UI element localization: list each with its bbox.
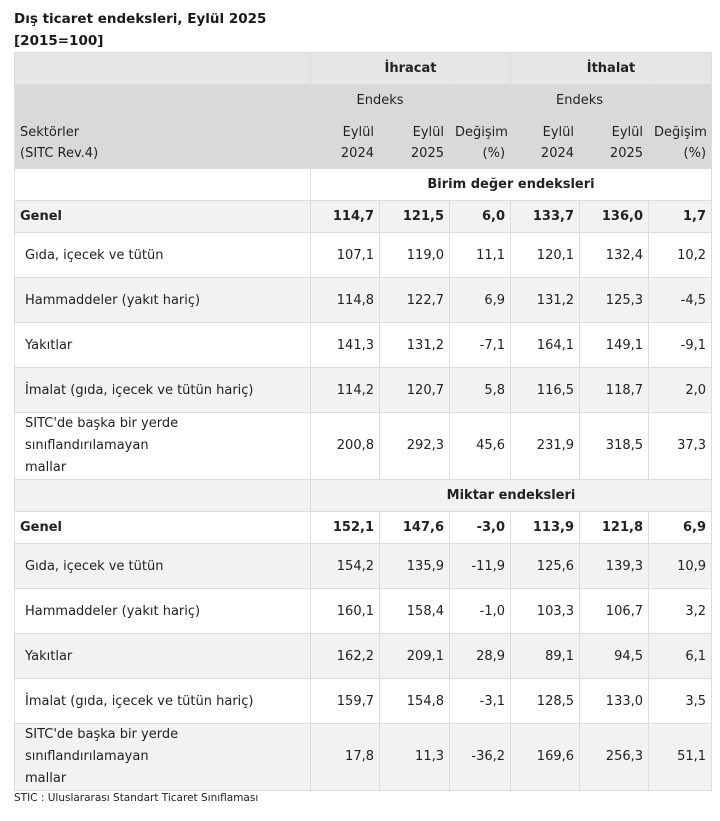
cell-value: 122,7: [380, 278, 450, 323]
cell-value: 6,0: [450, 201, 511, 233]
section-empty-cell: [15, 169, 311, 201]
cell-value: 160,1: [311, 589, 380, 634]
row-label: Hammaddeler (yakıt hariç): [15, 278, 311, 323]
cell-value: 135,9: [380, 544, 450, 589]
cell-value: 133,7: [511, 201, 580, 233]
table-row-total: [15, 201, 712, 233]
cell-value: 51,1: [649, 724, 712, 791]
header-line2: (%): [683, 145, 707, 161]
section-title: Miktar endeksleri: [311, 480, 712, 512]
header-line1: Değişim: [455, 124, 508, 140]
cell-value: -4,5: [649, 278, 712, 323]
row-label: Yakıtlar: [15, 634, 311, 679]
header-line2: (%): [482, 145, 506, 161]
header-row-columns: [15, 117, 712, 169]
row-label: Gıda, içecek ve tütün: [15, 233, 311, 278]
cell-value: 10,9: [649, 544, 712, 589]
cell-value: 318,5: [580, 413, 649, 480]
cell-value: 154,2: [311, 544, 380, 589]
row-label: Yakıtlar: [15, 323, 311, 368]
header-import-sep2024: [511, 117, 580, 169]
cell-value: 231,9: [511, 413, 580, 480]
header-export-sep2024: [311, 117, 380, 169]
cell-value: 119,0: [380, 233, 450, 278]
table-row: [15, 589, 712, 634]
header-sectors-line1: Sektörler: [20, 124, 80, 140]
section-empty-cell: [15, 480, 311, 512]
table-row-total: [15, 512, 712, 544]
cell-value: -3,0: [450, 512, 511, 544]
row-label: [15, 724, 311, 791]
cell-value: 107,1: [311, 233, 380, 278]
cell-value: 147,6: [380, 512, 450, 544]
section-title: Birim değer endeksleri: [311, 169, 712, 201]
cell-value: 6,9: [649, 512, 712, 544]
cell-value: 103,3: [511, 589, 580, 634]
cell-value: 149,1: [580, 323, 649, 368]
cell-value: 6,1: [649, 634, 712, 679]
header-line1: Eylül: [412, 124, 444, 140]
cell-value: 118,7: [580, 368, 649, 413]
header-line1: Eylül: [542, 124, 575, 140]
header-import-sep2025: [580, 117, 649, 169]
cell-value: 136,0: [580, 201, 649, 233]
trade-index-table: [14, 52, 712, 791]
cell-value: 6,9: [450, 278, 511, 323]
row-label: İmalat (gıda, içecek ve tütün hariç): [15, 679, 311, 724]
row-label-line2: mallar: [25, 460, 67, 475]
table-row: [15, 634, 712, 679]
header-line1: Eylül: [611, 124, 644, 140]
header-export-endeks: Endeks: [311, 85, 450, 117]
cell-value: 139,3: [580, 544, 649, 589]
table-row: [15, 323, 712, 368]
row-label: İmalat (gıda, içecek ve tütün hariç): [15, 368, 311, 413]
cell-value: 114,2: [311, 368, 380, 413]
cell-value: 256,3: [580, 724, 649, 791]
cell-value: 133,0: [580, 679, 649, 724]
cell-value: 121,8: [580, 512, 649, 544]
cell-value: 125,6: [511, 544, 580, 589]
cell-value: 292,3: [380, 413, 450, 480]
header-line2: 2024: [340, 145, 374, 161]
header-line2: 2025: [609, 145, 644, 161]
header-empty-cell: [15, 85, 311, 117]
cell-value: 159,7: [311, 679, 380, 724]
header-line1: Değişim: [654, 124, 707, 140]
header-row-groups: [15, 53, 712, 85]
table-row: [15, 233, 712, 278]
cell-value: 158,4: [380, 589, 450, 634]
table-row: [15, 679, 712, 724]
cell-value: 3,2: [649, 589, 712, 634]
cell-value: 5,8: [450, 368, 511, 413]
cell-value: 120,7: [380, 368, 450, 413]
cell-value: 132,4: [580, 233, 649, 278]
cell-value: 154,8: [380, 679, 450, 724]
header-empty-cell: [450, 85, 511, 117]
cell-value: 121,5: [380, 201, 450, 233]
table-row: [15, 413, 712, 480]
cell-value: 114,8: [311, 278, 380, 323]
row-label-line1: SITC'de başka bir yerde sınıflandırılamayan: [25, 416, 179, 453]
row-label: Genel: [15, 201, 311, 233]
header-export-change: [450, 117, 511, 169]
header-line1: Eylül: [342, 124, 374, 140]
footnote: STIC : Uluslararası Standart Ticaret Sınıflaması: [14, 792, 259, 804]
cell-value: -9,1: [649, 323, 712, 368]
row-label: Gıda, içecek ve tütün: [15, 544, 311, 589]
cell-value: 37,3: [649, 413, 712, 480]
header-empty-cell: [15, 53, 311, 85]
cell-value: 200,8: [311, 413, 380, 480]
cell-value: 116,5: [511, 368, 580, 413]
table-row: [15, 544, 712, 589]
header-sectors-line2: (SITC Rev.4): [20, 145, 99, 161]
table-row: [15, 368, 712, 413]
header-import-endeks: Endeks: [511, 85, 649, 117]
cell-value: 1,7: [649, 201, 712, 233]
cell-value: 120,1: [511, 233, 580, 278]
cell-value: 162,2: [311, 634, 380, 679]
cell-value: 45,6: [450, 413, 511, 480]
cell-value: 169,6: [511, 724, 580, 791]
cell-value: 3,5: [649, 679, 712, 724]
header-sectors: [15, 117, 311, 169]
cell-value: 114,7: [311, 201, 380, 233]
row-label-line1: SITC'de başka bir yerde sınıflandırılamayan: [25, 727, 179, 764]
cell-value: -36,2: [450, 724, 511, 791]
cell-value: 106,7: [580, 589, 649, 634]
cell-value: -3,1: [450, 679, 511, 724]
header-import: İthalat: [511, 53, 712, 85]
header-export: İhracat: [311, 53, 511, 85]
header-empty-cell: [649, 85, 712, 117]
header-export-sep2025: [380, 117, 450, 169]
section-row-quantity: [15, 480, 712, 512]
cell-value: 17,8: [311, 724, 380, 791]
header-line2: 2024: [540, 145, 575, 161]
base-year-note: [2015=100]: [14, 33, 104, 49]
cell-value: -1,0: [450, 589, 511, 634]
cell-value: 11,3: [380, 724, 450, 791]
cell-value: 141,3: [311, 323, 380, 368]
cell-value: 89,1: [511, 634, 580, 679]
cell-value: -7,1: [450, 323, 511, 368]
header-row-endeks: [15, 85, 712, 117]
row-label: Genel: [15, 512, 311, 544]
page-title: Dış ticaret endeksleri, Eylül 2025: [14, 11, 267, 27]
cell-value: 152,1: [311, 512, 380, 544]
cell-value: 11,1: [450, 233, 511, 278]
cell-value: 125,3: [580, 278, 649, 323]
cell-value: 113,9: [511, 512, 580, 544]
cell-value: 2,0: [649, 368, 712, 413]
row-label: Hammaddeler (yakıt hariç): [15, 589, 311, 634]
table-row: [15, 724, 712, 791]
table-row: [15, 278, 712, 323]
cell-value: 128,5: [511, 679, 580, 724]
cell-value: -11,9: [450, 544, 511, 589]
cell-value: 164,1: [511, 323, 580, 368]
row-label-line2: mallar: [25, 771, 67, 786]
cell-value: 10,2: [649, 233, 712, 278]
header-import-change: [649, 117, 712, 169]
cell-value: 131,2: [511, 278, 580, 323]
cell-value: 209,1: [380, 634, 450, 679]
cell-value: 28,9: [450, 634, 511, 679]
cell-value: 94,5: [580, 634, 649, 679]
section-row-unit-value: [15, 169, 712, 201]
cell-value: 131,2: [380, 323, 450, 368]
header-line2: 2025: [410, 145, 444, 161]
row-label: [15, 413, 311, 480]
